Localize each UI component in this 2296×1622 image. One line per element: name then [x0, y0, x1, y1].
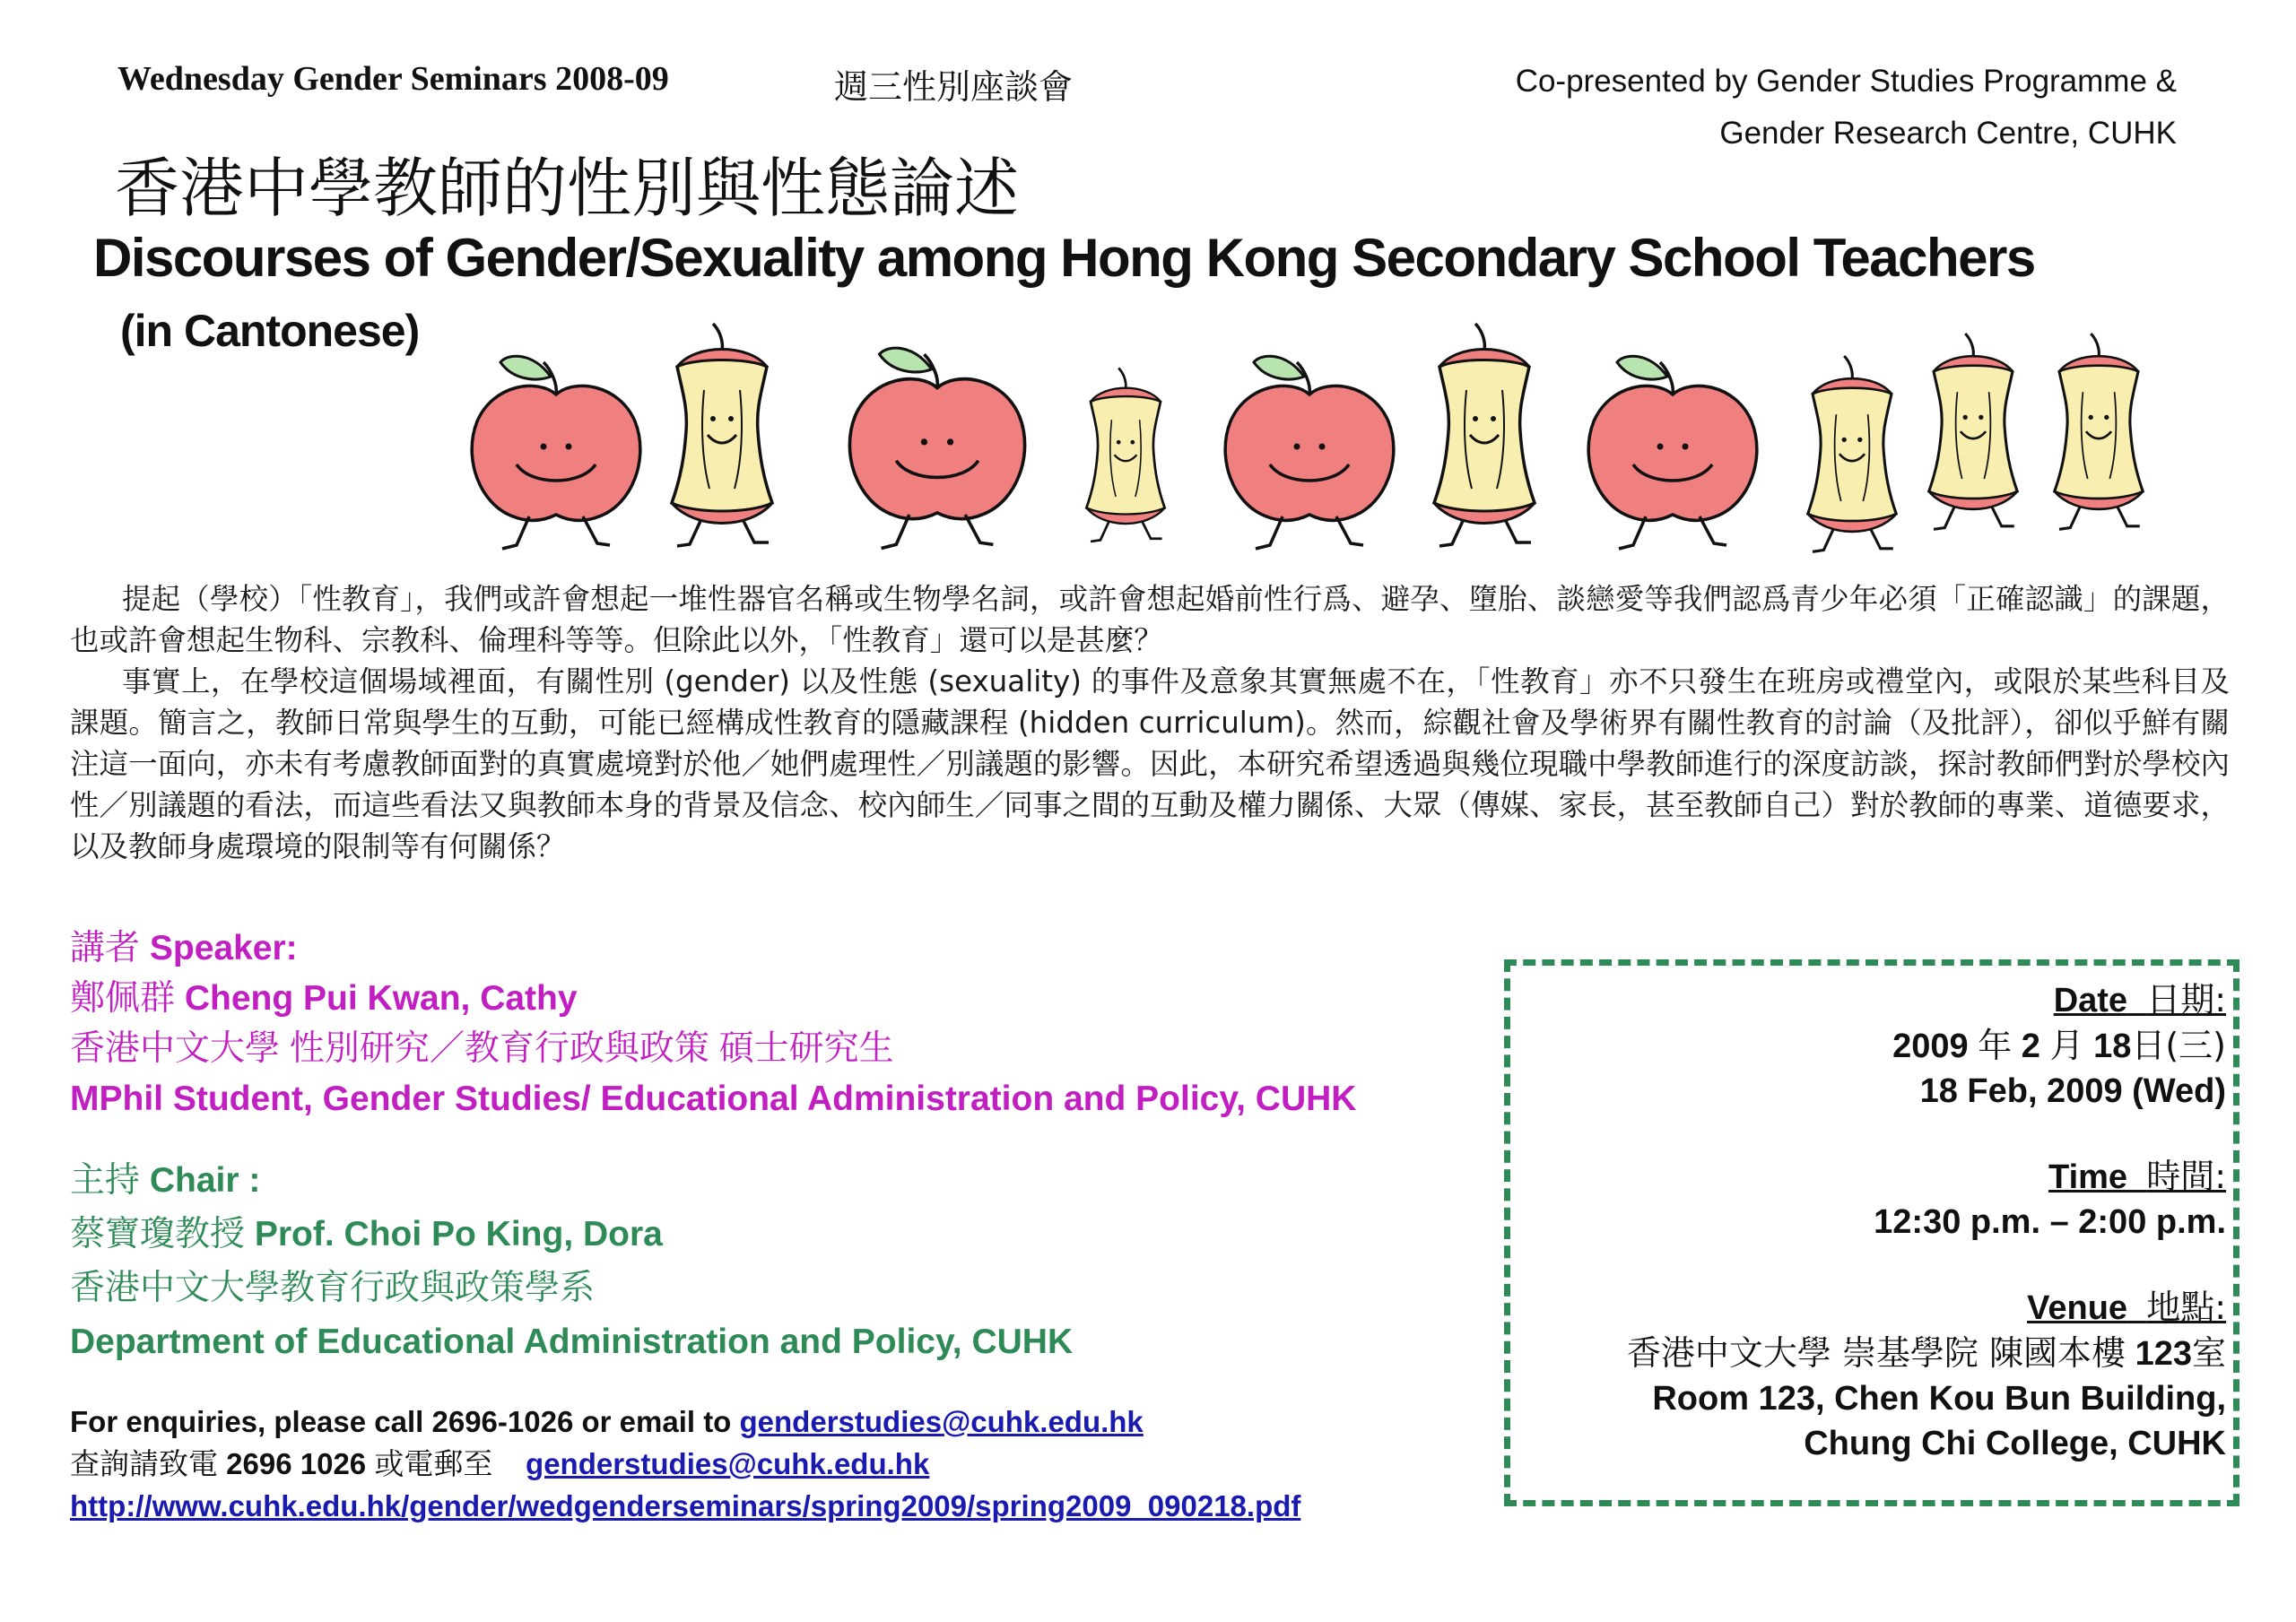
- date-day: 18: [2093, 1028, 2132, 1065]
- enquiry-phone: 2696 1026: [226, 1447, 367, 1480]
- speaker-name-zh: 鄭佩群: [70, 979, 176, 1018]
- chair-name-en: Prof. Choi Po King, Dora: [254, 1215, 663, 1253]
- venue-zh-room: 123: [2135, 1335, 2192, 1373]
- enquiry-text-zh: 查詢請致電: [70, 1447, 218, 1480]
- apples-illustration: [466, 318, 2188, 560]
- time-label-zh: 時間:: [2146, 1157, 2226, 1196]
- copresenter-credit: [1516, 56, 2177, 160]
- apple-core-icon: [1929, 334, 2018, 529]
- speaker-name: [70, 974, 1356, 1024]
- chair-dept-zh: 香港中文大學教育行政與政策學系: [70, 1269, 596, 1307]
- apple-core-icon: [1808, 356, 1897, 551]
- chair-name: [70, 1208, 1073, 1262]
- venue-en-line-1: Room 123, Chen Kou Bun Building,: [1652, 1380, 2226, 1418]
- venue-heading: [1627, 1285, 2226, 1331]
- enquiry-section: [70, 1401, 1300, 1527]
- email-link-zh[interactable]: genderstudies@cuhk.edu.hk: [526, 1447, 930, 1480]
- apple-core-icon: [672, 324, 772, 546]
- venue-zh-room-unit: 室: [2191, 1333, 2226, 1373]
- time-label-en: Time: [2048, 1158, 2128, 1196]
- venue-label-zh: 地點:: [2146, 1288, 2226, 1327]
- date-day-unit: 日(三): [2131, 1026, 2226, 1065]
- chair-section: [70, 1154, 1073, 1369]
- date-month: 2: [2021, 1028, 2040, 1065]
- date-year-unit: 年: [1978, 1026, 2013, 1065]
- seminar-title-zh: 香港中學教師的性別與性態論述: [115, 151, 1020, 226]
- smiling-apple-icon: [1225, 356, 1394, 549]
- series-title-zh: 週三性別座談會: [834, 67, 1074, 107]
- enquiry-line-en: [70, 1401, 1300, 1443]
- enquiry-url-line: [70, 1485, 1300, 1527]
- date-zh: [1892, 1023, 2226, 1069]
- enquiry-text-en: For enquiries, please call 2696-1026 or email to: [70, 1405, 732, 1438]
- chair-heading: [70, 1154, 1073, 1208]
- chair-label-en: Chair :: [149, 1161, 261, 1200]
- seminar-title-en: Discourses of Gender/Sexuality among Hong Kong Secondary School Teachers: [93, 228, 2035, 288]
- apple-core-icon: [2055, 334, 2144, 529]
- chair-dept-en: Department of Educational Administration and Policy, CUHK: [70, 1323, 1074, 1361]
- venue-en-line-2: Chung Chi College, CUHK: [1804, 1425, 2226, 1462]
- venue-block: [1627, 1285, 2226, 1466]
- time-block: [1874, 1154, 2226, 1245]
- time-heading: [1874, 1154, 2226, 1200]
- smiling-apple-icon: [1588, 356, 1757, 549]
- apple-core-icon: [1434, 324, 1535, 546]
- date-label-en: Date: [2053, 982, 2128, 1019]
- chair-name-zh: 蔡寶瓊教授: [70, 1215, 246, 1253]
- date-en: 18 Feb, 2009 (Wed): [1919, 1072, 2226, 1110]
- enquiry-text-zh-2: 或電郵至: [374, 1447, 493, 1480]
- date-label-zh: 日期:: [2146, 980, 2226, 1019]
- smiling-apple-icon: [472, 356, 640, 549]
- enquiry-line-zh: [70, 1443, 1300, 1485]
- venue-label-en: Venue: [2027, 1289, 2128, 1327]
- date-block: [1892, 977, 2226, 1114]
- chair-label-zh: 主持: [70, 1161, 141, 1200]
- speaker-heading: [70, 924, 1356, 974]
- smiling-apple-icon: [849, 348, 1024, 548]
- venue-zh: [1627, 1331, 2226, 1376]
- venue-zh-text: 香港中文大學 崇基學院 陳國本樓: [1626, 1333, 2126, 1373]
- language-note: (in Cantonese): [120, 306, 420, 356]
- time-value: 12:30 p.m. – 2:00 p.m.: [1874, 1203, 2226, 1241]
- speaker-label-en: Speaker:: [149, 929, 298, 967]
- date-heading: [1892, 977, 2226, 1023]
- abstract: [70, 578, 2230, 867]
- apple-core-icon: [1086, 368, 1164, 541]
- copresenter-line-1: Co-presented by Gender Studies Programme &: [1515, 64, 2177, 99]
- copresenter-line-2: Gender Research Centre, CUHK: [1719, 116, 2177, 151]
- seminar-url-link[interactable]: http://www.cuhk.edu.hk/gender/wedgenderseminars/spring2009/spring2009_090218.pdf: [70, 1489, 1301, 1522]
- series-title-en: Wednesday Gender Seminars 2008-09: [117, 60, 669, 98]
- speaker-name-en: Cheng Pui Kwan, Cathy: [184, 979, 578, 1018]
- date-month-unit: 月: [2049, 1026, 2084, 1065]
- email-link[interactable]: genderstudies@cuhk.edu.hk: [739, 1405, 1144, 1438]
- date-year: 2009: [1892, 1028, 1969, 1065]
- abstract-paragraph-2: 事實上，在學校這個場域裡面，有關性別 (gender) 以及性態 (sexuality) 的事件及意象其實無處不在，「性教育」亦不只發生在班房或禮堂內，或限於某些科目及課題。簡言之，教師日常與學生的互動，可能已經構成性教育的隱藏課程 (hidden curriculum)。然而，綜觀社會及學術界有關性教育的討論（及批評），卻似乎鮮有關注這一面向，亦未有考慮教師面對的真實處境對於他／她們處理性／別議題的影響。因此，本研究希望透過與幾位現職中學教師進行的深度訪談，探討教師們對於學校內性／別議題的看法，而這些看法又與教師本身的背景及信念、校內師生／同事之間的互動及權力關係、大眾（傳媒、家長，甚至教師自己）對於教師的專業、道德要求，以及教師身處環境的限制等有何關係？: [70, 664, 2230, 863]
- speaker-label-zh: 講者: [70, 929, 141, 967]
- speaker-section: [70, 924, 1356, 1124]
- speaker-title-zh: 香港中文大學 性別研究／教育行政與政策 碩士研究生: [70, 1029, 894, 1068]
- abstract-paragraph-1: 提起（學校）「性教育」，我們或許會想起一堆性器官名稱或生物學名詞，或許會想起婚前性行爲、避孕、墮胎、談戀愛等我們認爲青少年必須「正確認識」的課題，也或許會想起生物科、宗教科、倫理科等等。但除此以外，「性教育」還可以是甚麼？: [70, 582, 2230, 657]
- speaker-title-en: MPhil Student, Gender Studies/ Educational Administration and Policy, CUHK: [70, 1080, 1357, 1118]
